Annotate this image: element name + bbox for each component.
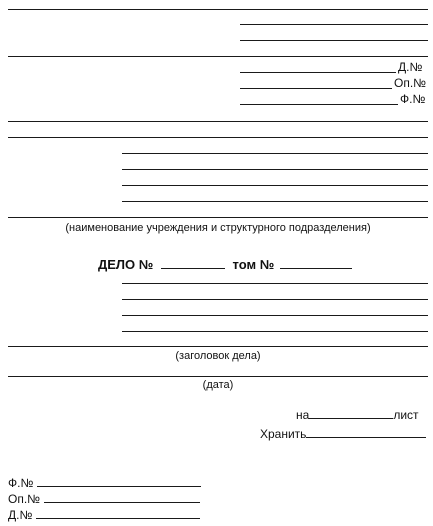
- org-line-3[interactable]: [122, 153, 428, 154]
- bottom-d-no-label: Д.№: [8, 508, 33, 522]
- title-caption: (заголовок дела): [175, 350, 261, 362]
- bottom-op-no-label: Оп.№: [8, 492, 41, 506]
- top-f-no-line[interactable]: [240, 104, 398, 105]
- bottom-d-no-field[interactable]: [36, 507, 200, 519]
- top-d-no-line[interactable]: [240, 72, 396, 73]
- case-number-field[interactable]: [161, 257, 225, 269]
- top-f-no-label: Ф.№: [400, 92, 426, 106]
- bottom-d-no-row: [8, 507, 200, 521]
- top-d-no-label: Д.№: [398, 60, 423, 74]
- date-caption: (дата): [202, 379, 234, 391]
- top-full-line-2[interactable]: [8, 56, 428, 57]
- title-line-2[interactable]: [122, 299, 428, 300]
- top-full-line[interactable]: [8, 9, 428, 10]
- top-op-no-label: Оп.№: [394, 76, 427, 90]
- bottom-f-no-label: Ф.№: [8, 476, 34, 490]
- bottom-f-no-row: [8, 475, 201, 489]
- sheets-row: [296, 407, 419, 421]
- bottom-op-no-field[interactable]: [44, 491, 200, 503]
- top-right-line-1[interactable]: [240, 24, 428, 25]
- org-line-7[interactable]: [8, 217, 428, 218]
- org-line-5[interactable]: [122, 185, 428, 186]
- date-line[interactable]: [8, 376, 428, 377]
- org-line-4[interactable]: [122, 169, 428, 170]
- volume-number-field[interactable]: [280, 257, 352, 269]
- org-line-6[interactable]: [122, 201, 428, 202]
- top-op-no-line[interactable]: [240, 88, 392, 89]
- title-line-3[interactable]: [122, 315, 428, 316]
- case-number-row: [98, 257, 352, 271]
- keep-row: [260, 426, 426, 440]
- keep-label: Хранить: [260, 427, 307, 441]
- org-line-1[interactable]: [8, 121, 428, 122]
- sheets-prefix: на: [296, 408, 310, 422]
- title-line-4[interactable]: [122, 331, 428, 332]
- sheets-suffix: лист: [393, 408, 419, 422]
- bottom-op-no-row: [8, 491, 200, 505]
- top-right-line-2[interactable]: [240, 40, 428, 41]
- bottom-f-no-field[interactable]: [37, 475, 201, 487]
- org-caption: (наименование учреждения и структурного подразделения): [65, 222, 371, 234]
- title-line-1[interactable]: [122, 283, 428, 284]
- org-line-2[interactable]: [8, 137, 428, 138]
- case-number-label: ДЕЛО №: [98, 257, 154, 272]
- keep-period-field[interactable]: [306, 426, 426, 438]
- sheets-count-field[interactable]: [309, 407, 393, 419]
- volume-number-label: том №: [232, 257, 275, 272]
- title-line-5[interactable]: [8, 346, 428, 347]
